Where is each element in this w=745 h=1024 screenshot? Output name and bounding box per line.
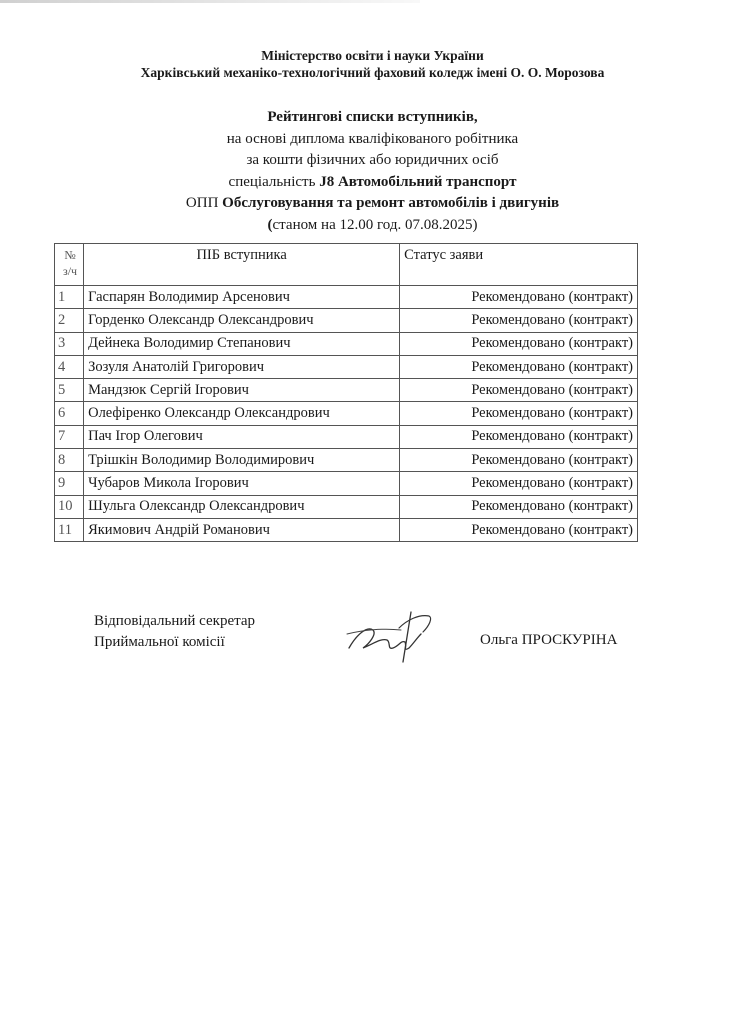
applicant-name: Мандзюк Сергій Ігорович [84, 379, 400, 402]
row-number: 7 [55, 425, 84, 448]
row-number: 3 [55, 332, 84, 355]
applicant-name: Чубаров Микола Ігорович [84, 472, 400, 495]
table-row [55, 472, 638, 495]
table-row [55, 402, 638, 425]
table-row [55, 449, 638, 472]
application-status: Рекомендовано (контракт) [400, 495, 638, 518]
table-body [55, 286, 638, 542]
ratings-table [54, 243, 638, 542]
specialty-prefix: спеціальність [228, 173, 320, 190]
number-header-line2: з/ч [62, 264, 78, 278]
document-header [0, 47, 745, 81]
document-title-block [0, 107, 745, 236]
position-line2: Приймальної комісії [94, 634, 225, 650]
position-line1: Відповідальний секретар [94, 613, 256, 629]
number-header-line1: № [64, 248, 76, 262]
program-prefix: ОПП [185, 195, 223, 211]
handwritten-signature [343, 604, 438, 664]
scan-edge-shadow [0, 0, 420, 3]
admission-basis: на основі диплома кваліфікованого робітника [226, 130, 519, 147]
row-number: 4 [55, 355, 84, 378]
application-status: Рекомендовано (контракт) [400, 286, 638, 309]
table-row [55, 332, 638, 355]
table-row [55, 425, 638, 448]
application-status: Рекомендовано (контракт) [400, 309, 638, 332]
program-line [0, 193, 745, 215]
table-row [55, 495, 638, 518]
applicant-name: Якимович Андрій Романович [84, 518, 400, 541]
college-name: Харківський механіко-технологічний фаховий коледж імені О. О. Морозова [140, 65, 605, 80]
applicant-name: Пач Ігор Олегович [84, 425, 400, 448]
application-status: Рекомендовано (контракт) [400, 472, 638, 495]
applicant-name: Гаспарян Володимир Арсенович [84, 286, 400, 309]
application-status: Рекомендовано (контракт) [400, 379, 638, 402]
applicant-name: Зозуля Анатолій Григорович [84, 355, 400, 378]
application-status: Рекомендовано (контракт) [400, 518, 638, 541]
row-number: 9 [55, 472, 84, 495]
application-status: Рекомендовано (контракт) [400, 425, 638, 448]
specialty-line [0, 172, 745, 194]
specialty-name: J8 Автомобільний транспорт [319, 173, 517, 190]
row-number: 11 [55, 518, 84, 541]
date-text: станом на 12.00 год. 07.08.2025) [272, 216, 478, 233]
table-row [55, 518, 638, 541]
list-heading: Рейтингові списки вступників, [267, 109, 478, 125]
applicant-name: Трішкін Володимир Володимирович [84, 449, 400, 472]
table-header [55, 244, 638, 286]
applicant-name: Горденко Олександр Олександрович [84, 309, 400, 332]
signature-position [94, 611, 255, 653]
signer-name: Ольга ПРОСКУРІНА [480, 632, 618, 648]
applicant-name: Олефіренко Олександр Олександрович [84, 402, 400, 425]
application-status: Рекомендовано (контракт) [400, 402, 638, 425]
row-number: 2 [55, 309, 84, 332]
table-row [55, 379, 638, 402]
date-open-paren: ( [267, 216, 273, 233]
program-name: Обслуговування та ремонт автомобілів і двигунів [222, 195, 560, 211]
table-row [55, 355, 638, 378]
ministry-name: Міністерство освіти і науки України [261, 48, 484, 63]
row-number: 1 [55, 286, 84, 309]
table-row [55, 309, 638, 332]
application-status: Рекомендовано (контракт) [400, 332, 638, 355]
row-number: 10 [55, 495, 84, 518]
application-status: Рекомендовано (контракт) [400, 449, 638, 472]
funding-source: за кошти фізичних або юридичних осіб [246, 152, 499, 168]
date-line [0, 215, 745, 237]
column-header-number [55, 244, 84, 286]
table-row [55, 286, 638, 309]
row-number: 6 [55, 402, 84, 425]
application-status: Рекомендовано (контракт) [400, 355, 638, 378]
column-header-name: ПІБ вступника [84, 244, 400, 286]
applicant-name: Шульга Олександр Олександрович [84, 495, 400, 518]
applicant-name: Дейнека Володимир Степанович [84, 332, 400, 355]
row-number: 5 [55, 379, 84, 402]
column-header-status: Статус заяви [400, 244, 638, 286]
row-number: 8 [55, 449, 84, 472]
